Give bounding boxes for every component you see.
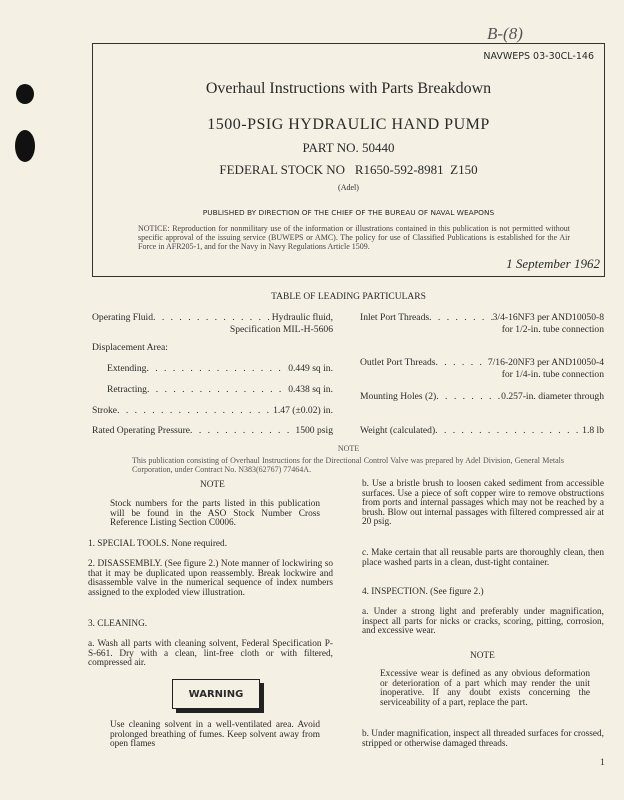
particular-retracting: Retracting . . . 0.438 sq in. [107,384,333,395]
particular-operating-fluid: Operating Fluid . . . Hydraulic fluid, [92,312,333,323]
published-by: PUBLISHED BY DIRECTION OF THE CHIEF OF THE BUREAU OF NAVAL WEAPONS [202,208,495,217]
section-inspection-b: b. Under magnification, inspect all threaded surfaces for crossed, stripped or otherwise damaged threads. [362,729,604,749]
section-inspection-a: a. Under a strong light and preferably under magnification, inspect all parts for nicks or cracks, scoring, pitting, corrosion, and excessive wear. [362,607,604,637]
particular-mounting: Mounting Holes (2) . . . 0.257-in. diameter through [360,391,604,402]
federal-stock-number: FEDERAL STOCK NO R1650-592-8981 Z150 [219,162,478,177]
manufacturer: (Adel) [338,183,359,192]
particulars-heading: TABLE OF LEADING PARTICULARS [271,292,426,302]
top-note-heading: NOTE [337,444,360,453]
section-special-tools: 1. SPECIAL TOOLS. None required. [88,539,228,549]
document-title: Overhaul Instructions with Parts Breakdown [205,80,492,97]
stock-note-heading: NOTE [200,480,225,490]
displacement-label: Displacement Area: [92,342,168,353]
section-cleaning-b: b. Use a bristle brush to loosen caked sediment from accessible surfaces. Use a piece of soft copper wire to remove obstructions from ports and internal passages which may not be reached by a brush. Blow out internal passages with filtered compressed air at 20 psig. [362,479,604,528]
publication-date: 1 September 1962 [506,256,600,271]
section-inspection: 4. INSPECTION. (See figure 2.) [362,587,484,597]
stock-note-text: Stock numbers for the parts listed in this publication will be found in the ASO Stock Number Cross Reference Listing Section C0006. [110,499,320,529]
wear-note-heading: NOTE [470,651,495,661]
part-number: PART NO. 50440 [302,140,395,155]
particular-pressure: Rated Operating Pressure . . . 1500 psig [92,425,333,436]
particular-operating-fluid-spec: Specification MIL-H-5606 [229,324,333,335]
particular-inlet-connection: for 1/2-in. tube connection [501,324,604,335]
notice-text: NOTICE: Reproduction for nonmilitary use of the information or illustrations contained in this publication is not permitted without specific approval of the issuing service (BUWEPS or AMC). The policy for use of Classified Publications is established for the Air Force in AFR205-1, and for the Navy in Navy Regulations Article 1509. [138,224,570,252]
particular-extending: Extending . . . 0.449 sq in. [107,363,333,374]
particular-outlet: Outlet Port Threads . . . 7/16-20NF3 per AND10050-4 [360,357,604,368]
wear-note-text: Excessive wear is defined as any obvious deformation or deterioration of a part which may render the unit inoperative. If any doubt exists concerning the serviceability of a part, replace the part. [380,669,590,708]
document-subtitle: 1500-PSIG HYDRAULIC HAND PUMP [207,116,490,133]
section-cleaning-c: c. Make certain that all reusable parts are thoroughly clean, then place washed parts in a clean, dust-tight container. [362,548,604,568]
section-disassembly: 2. DISASSEMBLY. (See figure 2.) Note manner of lockwiring so that it may be duplicated upon reassembly. Break lockwire and disassemble valve in the numerical sequence of index numbers assigned to the exploded view illustration. [88,559,333,598]
particular-weight: Weight (calculated) . . . 1.8 lb [360,425,604,436]
doc-number: NAVWEPS 03-30CL-146 [483,51,594,62]
handwritten-mark: B-(8) [487,24,523,43]
binder-hole [16,84,34,104]
particular-outlet-connection: for 1/4-in. tube connection [501,369,604,380]
section-cleaning: 3. CLEANING. [88,619,148,629]
page-number: 1 [600,758,605,768]
top-note-text: This publication consisting of Overhaul Instructions for the Directional Control Valve was prepared by Adel Division, General Metals Corporation, under Contract No. N383(62767) 77464A. [132,456,564,474]
section-cleaning-a: a. Wash all parts with cleaning solvent, Federal Specification P-S-661. Dry with a clean, lint-free cloth or with filtered, compressed air. [88,639,333,669]
warning-label: WARNING [172,679,260,709]
binder-hole [15,130,35,162]
particular-stroke: Stroke . . . 1.47 (±0.02) in. [92,405,333,416]
particular-inlet: Inlet Port Threads . . . 3/4-16NF3 per AND10050-8 [360,312,604,323]
warning-text: Use cleaning solvent in a well-ventilated area. Avoid prolonged breathing of fumes. Keep solvent away from open flames [110,720,320,750]
